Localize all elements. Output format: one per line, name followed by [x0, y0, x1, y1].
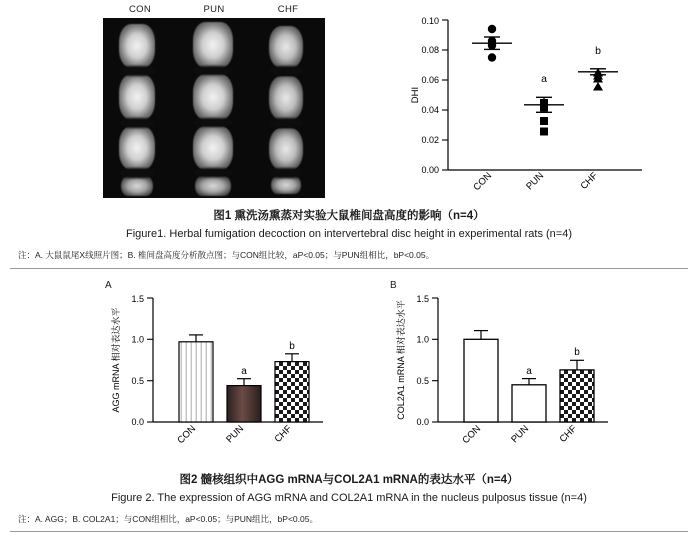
xray-label-pun: PUN: [203, 4, 225, 15]
col2a1-bar-svg: [380, 290, 650, 472]
b-y-tick-0: 0.0: [416, 417, 429, 427]
y-tick-0: 0.00: [421, 165, 439, 175]
figure-1-caption-en: Figure1. Herbal fumigation decoction on intervertebral disc height in experimental rats (n=4): [125, 227, 573, 240]
agg-mrna-bar-chart: [95, 290, 365, 472]
scatter-errorbar-chf: [578, 69, 618, 75]
b-y-tick-3: 1.5: [416, 294, 429, 304]
y-tick-1: 0.02: [421, 135, 439, 145]
figure-2: [0, 272, 698, 538]
bar-pun: [512, 385, 546, 422]
a-annotation-b: b: [289, 341, 295, 352]
b-x-label-pun: PUN: [509, 423, 532, 446]
figure-1-caption-cn: 图1 熏洗汤熏蒸对实验大鼠椎间盘高度的影响（n=4）: [213, 210, 485, 222]
panel-b-letter: B: [390, 280, 397, 291]
xray-label-con: CON: [128, 4, 151, 15]
a-annotation-a: a: [241, 366, 247, 377]
b-y-tick-2: 1.0: [416, 334, 429, 345]
a-y-tick-3: 1.5: [131, 294, 144, 304]
y-tick-labels: [416, 294, 429, 427]
a-y-axis-title: AGG mRNA 相对表达水平: [111, 307, 121, 413]
rat-tail-xray-image: [103, 18, 325, 198]
b-annotation-a: a: [526, 366, 532, 377]
y-tick-3: 0.06: [421, 75, 439, 85]
errorbar-con: [474, 331, 488, 340]
y-tick-marks: [432, 298, 438, 422]
figure-2-caption-cn: 图2 髓核组织中AGG mRNA与COL2A1 mRNA的表达水平（n=4）: [179, 474, 519, 486]
errorbar-pun: [237, 379, 251, 386]
a-x-label-chf: CHF: [272, 423, 295, 445]
b-annotation-b: b: [574, 347, 580, 358]
y-tick-5: 0.10: [421, 16, 439, 26]
a-y-tick-2: 1.0: [131, 334, 144, 345]
x-label-pun: PUN: [524, 170, 547, 193]
figure-1-note: 注：A. 大鼠鼠尾X线照片图；B. 椎间盘高度分析散点图；与CON组比较，aP<0.05；与PUN组相比，bP<0.05。: [18, 249, 435, 260]
scatter-errorbar-pun: [524, 97, 564, 112]
bar-con: [464, 339, 498, 422]
panel-a-letter: A: [105, 280, 112, 291]
b-x-label-con: CON: [460, 423, 484, 447]
figure-1-caption-block: [0, 208, 698, 262]
bar-pun: [227, 386, 261, 422]
y-tick-labels: [421, 16, 439, 175]
section-divider-top: [10, 268, 688, 269]
scatter-errorbar-con: [472, 37, 512, 49]
annotation-b-chf: b: [595, 45, 601, 57]
figure-2-caption-en: Figure 2. The expression of AGG mRNA and COL2A1 mRNA in the nucleus pulposus tissue (n=4): [111, 491, 587, 504]
dhi-scatter-chart: [392, 10, 682, 205]
b-y-axis-title: COL2A1 mRNA 相对表达水平: [396, 300, 406, 420]
figure-2-caption-block: [0, 472, 698, 526]
a-y-tick-0: 0.0: [131, 417, 144, 427]
section-divider-bottom: [10, 531, 688, 532]
errorbar-pun: [522, 379, 536, 385]
y-tick-marks: [442, 20, 448, 170]
y-tick-4: 0.08: [421, 45, 439, 55]
col2a1-mrna-bar-chart: [380, 290, 650, 472]
bar-con: [179, 342, 213, 422]
a-x-label-pun: PUN: [224, 423, 247, 446]
y-axis-title: DHI: [410, 86, 421, 104]
dhi-scatter-svg: [392, 10, 682, 205]
errorbar-chf: [285, 354, 299, 362]
x-label-chf: CHF: [578, 170, 601, 192]
bar-chf: [560, 370, 594, 422]
x-label-con: CON: [471, 170, 495, 194]
bar-chf: [275, 362, 309, 422]
xray-canvas: [103, 18, 325, 198]
a-x-label-con: CON: [175, 423, 199, 447]
figure-2-note: 注：A. AGG；B. COL2A1；与CON组相比，aP<0.05；与PUN组比，bP<0.05。: [18, 513, 318, 524]
errorbar-con: [189, 335, 203, 342]
errorbar-chf: [570, 360, 584, 370]
agg-bar-svg: [95, 290, 365, 472]
xray-column-labels: [103, 4, 325, 18]
b-x-label-chf: CHF: [557, 423, 580, 445]
b-y-tick-1: 0.5: [416, 376, 429, 386]
a-y-tick-1: 0.5: [131, 376, 144, 386]
y-tick-labels: [131, 294, 144, 427]
y-tick-2: 0.04: [421, 105, 439, 115]
xray-label-chf: CHF: [277, 4, 299, 15]
y-tick-marks: [147, 298, 153, 422]
annotation-a-pun: a: [541, 73, 547, 85]
